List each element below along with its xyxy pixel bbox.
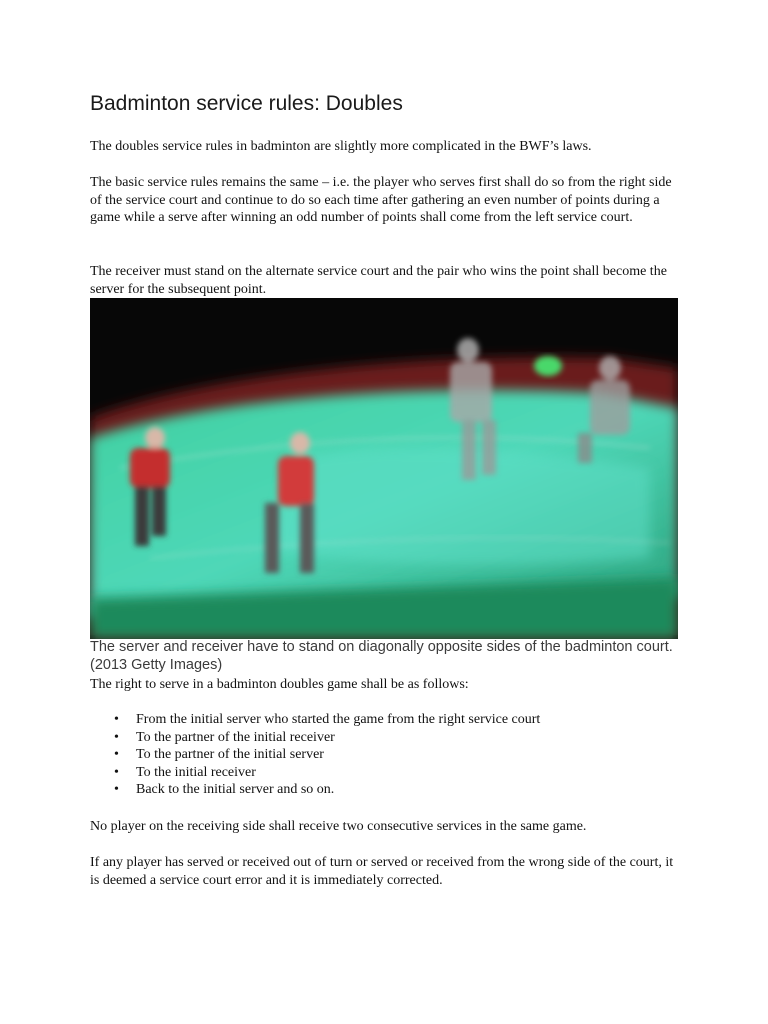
list-item [90, 781, 680, 799]
list-item [90, 746, 680, 764]
bullet-icon: • [114, 712, 119, 727]
service-order-list [90, 711, 680, 799]
badminton-doubles-photo [90, 298, 678, 639]
receiving-side-paragraph: No player on the receiving side shall receive two consecutive services in the same game. [90, 819, 587, 834]
receiver-paragraph: The receiver must stand on the alternate service court and the pair who wins the point shall become the server for the subsequent point. [90, 264, 667, 297]
service-error-paragraph: If any player has served or received out of turn or served or received from the wrong side of the court, it is deemed a service court error and it is immediately corrected. [90, 855, 674, 888]
list-intro: The right to serve in a badminton doubles game shall be as follows: [90, 677, 469, 692]
photo-caption: The server and receiver have to stand on diagonally opposite sides of the badminton court. (2013 Getty Images) [90, 639, 673, 673]
list-item [90, 729, 680, 747]
list-item-text: To the initial receiver [136, 764, 256, 780]
bullet-icon: • [114, 747, 119, 763]
bullet-icon: • [114, 729, 119, 745]
list-item-text: To the partner of the initial receiver [136, 729, 335, 745]
list-item [90, 764, 680, 782]
bullet-icon: • [114, 764, 119, 780]
basic-rules-paragraph: The basic service rules remains the same – i.e. the player who serves first shall do so from the right side of the service court and continue to do so each time after gathering an even number of points during a game while a serve after winning an odd number of points shall come from the left service court. [90, 175, 672, 226]
list-item-text: To the partner of the initial server [136, 747, 324, 763]
intro-paragraph: The doubles service rules in badminton are slightly more complicated in the BWF’s laws. [90, 139, 592, 154]
bullet-icon: • [114, 782, 119, 798]
list-item-text: From the initial server who started the game from the right service court [136, 712, 541, 727]
list-item-text: Back to the initial server and so on. [136, 782, 335, 798]
page-title: Badminton service rules: Doubles [90, 92, 403, 115]
list-item [90, 711, 680, 729]
